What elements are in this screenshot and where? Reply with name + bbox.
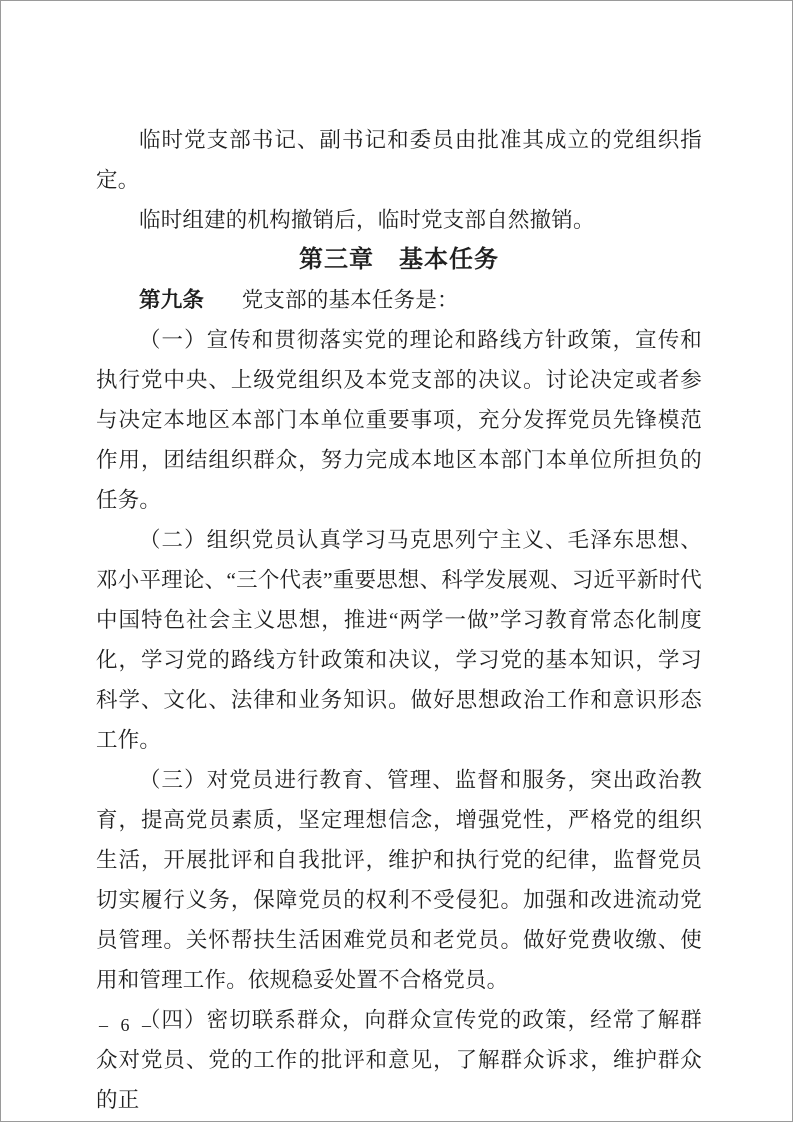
list-item-2: （二）组织党员认真学习马克思列宁主义、毛泽东思想、邓小平理论、“三个代表”重要思想、科学发展观、习近平新时代中国特色社会主义思想，推进“两学一做”学习教育常态化制度化，学习党的路线方针政策和决议，学习党的基本知识，学习科学、文化、法律和业务知识。做好思想政治工作和意识形态工作。 [96,528,702,752]
article-number: 第九条 [139,288,205,312]
chapter-heading: 第三章 基本任务 [299,246,499,273]
list-item-1: （一）宣传和贯彻落实党的理论和路线方针政策，宣传和执行党中央、上级党组织及本党支部的决议。讨论决定或者参与决定本地区本部门本单位重要事项，充分发挥党员先锋模范作用，团结组织群众，努力完成本地区本部门本单位所担负的任务。 [96,328,702,512]
paragraph-temporary-branch-dissolve: 临时组建的机构撤销后，临时党支部自然撤销。 [139,208,595,232]
article-lead [96,280,702,320]
list-item-4: （四）密切联系群众，向群众宣传党的政策，经常了解群众对党员、党的工作的批评和意见，了解群众诉求，维护群众的正 [96,1008,702,1112]
page-footer [99,1015,155,1035]
page-number: – 6 – [99,1015,155,1035]
document-body [96,120,702,1120]
article-intro: 党支部的基本任务是： [241,288,459,312]
paragraph-temporary-branch-secretary: 临时党支部书记、副书记和委员由批准其成立的党组织指定。 [96,128,702,192]
list-item-3: （三）对党员进行教育、管理、监督和服务，突出政治教育，提高党员素质，坚定理想信念，增强党性，严格党的组织生活，开展批评和自我批评，维护和执行党的纪律，监督党员切实履行义务，保障党员的权利不受侵犯。加强和改进流动党员管理。关怀帮扶生活困难党员和老党员。做好党费收缴、使用和管理工作。依规稳妥处置不合格党员。 [96,768,702,992]
